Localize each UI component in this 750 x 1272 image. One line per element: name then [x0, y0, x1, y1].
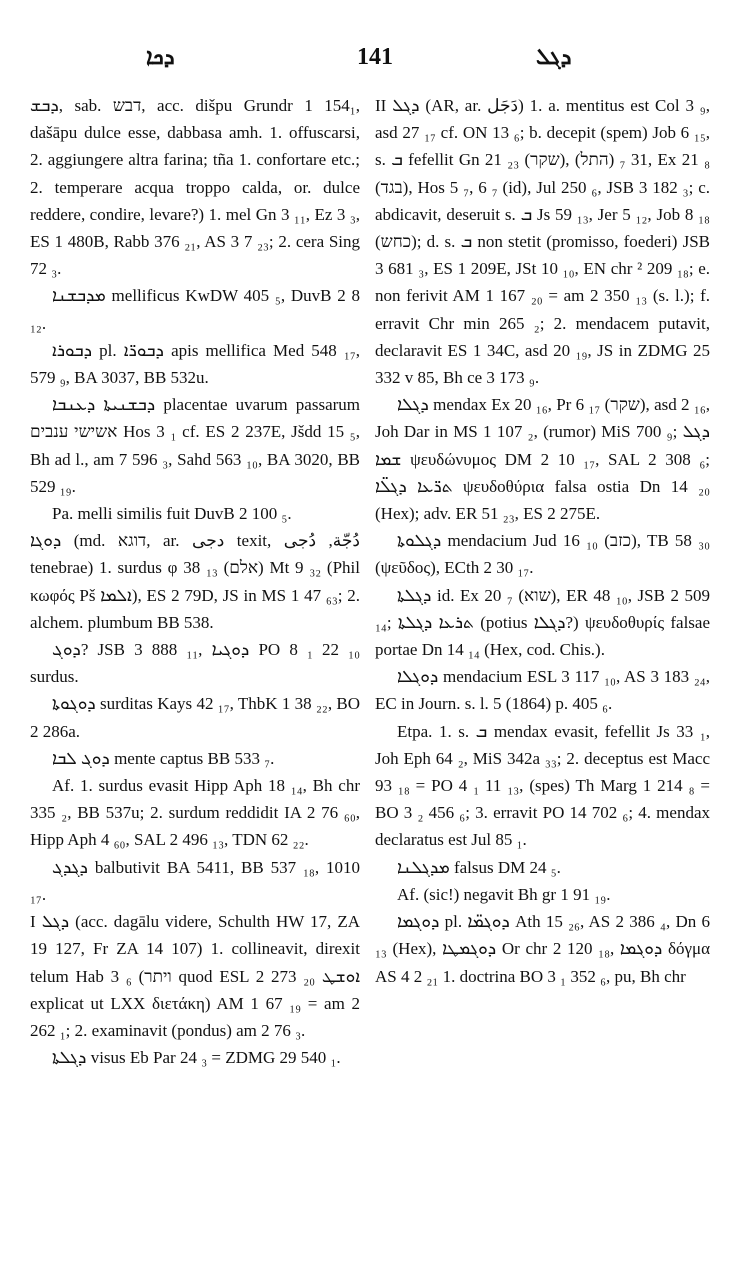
header-right-word: ܕܓܠ	[536, 44, 572, 69]
entry-dgl-2: II ܕܓܠ (AR, ar. دَجَل) 1. a. mentitus est Col 3 ₉, asd 27 ₁₇ cf. ON 13 ₆; b. decepit (spem) Job 6 ₁₅, s. ܒ fefellit Gn 21 ₂₃ (שקר), 31 ₇ (התל), Ex 21 ₈ (בגד), Hos 5 ₇, 6 ₇ (id), Jul 250 ₆, JSB 3 182 ₃; c. abdicavit, deseruit s. ܒ Js 59 ₁₃, Jer 5 ₁₂, Job 8 ₁₈ (כחש); d. s. ܒ non stetit (promisso, foederi) JSB 3 681 ₃, ES 1 209E, JSt 10 ₁₀, EN chr ² 209 ₁₈; e. non ferivit AM 1 167 ₂₀ = am 2 350 ₁₃ (s. l.); f. erravit Chr min 265 ₂; 2. mendacem putavit, declaravit ES 1 34C, asd 20 ₁₉, JS in ZDMG 25 332 v 85, Bh ce 3 173 ₉.	[375, 96, 710, 388]
entry-surdus-var: ܕܘܓ? JSB 3 888 ₁₁, ܕܘܓܝܐ PO 8 ₁ 22 ₁₀ surdus.	[30, 640, 360, 687]
entry-surditas: ܕܘܓܘܬܐ surditas Kays 42 ₁₇, ThbK 1 38 ₂₂, BO 2 286a.	[30, 694, 360, 741]
header-left-word: ܕܟܐ	[146, 44, 175, 69]
running-header	[0, 40, 750, 80]
entry-pa: Pa. melli similis fuit DuvB 2 100 ₅.	[52, 504, 292, 524]
entry-apis: ܕܒܘܪܐ pl. ܕܒܘܪ̈ܐ apis mellifica Med 548 ₁₇, 579 ₉, BA 3037, BB 532u.	[30, 340, 360, 388]
entry-mendacium-2: ܕܘܓܠܐ mendacium ESL 3 117 ₁₀, AS 3 183 ₂₄, EC in Journ. s. l. 5 (1864) p. 405 ₆.	[375, 667, 710, 714]
entry-dbs: ܕܒܫ, sab. דבש, acc. dišpu Grundr 1 154₁, dašāpu dulce esse, dabbasa amh. 1. offuscarsi, 2. aggiungere altra farina; tña 1. confortare etc.; 2. temperare acqua troppo calda, or. dulce reddere, condire, levare?) 1. mel Gn 3 ₁₁, Ez 3 ₃, ES 1 480B, Rabb 376 ₂₁, AS 3 7 ₂₃; 2. cera Sing 72 ₃.	[30, 96, 360, 279]
entry-etpa: Etpa. 1. s. ܒ mendax evasit, fefellit Js 33 ₁, Joh Eph 64 ₂, MiS 342a ₃₃; 2. deceptus est Macc 93 ₁₈ = PO 4 ₁ 11 ₁₃, (spes) Th Marg 1 214 ₈ = BO 3 ₂ 456 ₆; 3. erravit PO 14 702 ₆; 4. mendax declaratus est Jul 85 ₁.	[375, 721, 710, 850]
entry-mente-captus: ܕܘܓ ܠܒܐ mente captus BB 533 ₇.	[52, 748, 275, 768]
entry-af-surdus: Af. 1. surdus evasit Hipp Aph 18 ₁₄, Bh chr 335 ₂, BB 537u; 2. surdum reddidit IA 2 76 ₆₀, Hipp Aph 4 ₆₀, SAL 2 496 ₁₃, TDN 62 ₂₂.	[30, 776, 360, 850]
right-column	[375, 92, 710, 1262]
entry-dgl-1: I ܕܓܠ (acc. dagālu videre, Schulth HW 17, ZA 19 127, Fr ZA 14 107) 1. collineavit, direxit telum Hab 3 ₆ (ויתר quod ESL 2 273 ₂₀ ܐܘܫܛ explicat ut LXX διετάκη) AM 1 67 ₁₉ = am 2 262 ₁; 2. examinavit (pondus) am 2 76 ₃.	[30, 912, 360, 1040]
page-number: 141	[357, 44, 393, 70]
entry-surdus: ܕܘܓܐ (md. דוגא, ar. دجى texit, دُجّة, دُجى tenebrae) 1. surdus φ 38 ₁₃ (אלם) Mt 9 ₃₂ (Phil κωφός Pš ܐܠܡܐ), ES 2 79D, JS in MS 1 47 ₆₃; 2. alchem. plumbum BB 538.	[30, 531, 360, 632]
entry-visus: ܕܓܠܬܐ visus Eb Par 24 ₃ = ZDMG 29 540 ₁.	[52, 1048, 341, 1068]
entry-mellificus: ܡܕܒܫܢܐ mellificus KwDW 405 ₅, DuvB 2 8 ₁₂.	[30, 286, 360, 333]
left-column	[30, 92, 360, 1262]
entry-mendacium: ܕܓܠܘܬܐ mendacium Jud 16 ₁₀ (כזב), TB 58 ₃₀ (ψεῦδος), ECth 2 30 ₁₇.	[375, 531, 710, 578]
entry-dogma: ܕܘܓܡܐ pl. ܕܘܓܡ̈ܐ Ath 15 ₂₆, AS 2 386 ₄, Dn 6 ₁₃ (Hex), ܕܘܓܡܛܐ Or chr 2 120 ₁₈, ܕܘܓܡܐ δόγμα AS 4 2 ₂₁ 1. doctrina BO 3 ₁ 352 ₆, pu, Bh chr	[375, 912, 710, 986]
entry-balbutivit: ܕܓܕܓ balbutivit BA 5411, BB 537 ₁₈, 1010 ₁₇.	[30, 857, 360, 904]
column-divider	[365, 95, 366, 1195]
entry-id: ܕܓܠܬܐ id. Ex 20 ₇ (שוא), ER 48 ₁₀, JSB 2 509 ₁₄; ܬܪܥܐ ܕܓܠܬܐ (potius ܕܓܠܐ?) ψευδοθυρίς falsae portae Dn 14 ₁₄ (Hex, cod. Chis.).	[375, 585, 710, 660]
entry-af-negavit: Af. (sic!) negavit Bh gr 1 91 ₁₉.	[397, 884, 611, 904]
entry-placentae: ܕܒܫܢܝܬܐ ܕܥܢܒܐ placentae uvarum passarum אשישי ענבים Hos 3 ₁ cf. ES 2 237E, Jšdd 15 ₅, Bh ad l., am 7 596 ₃, Sahd 563 ₁₀, BA 3020, BB 529 ₁₉.	[30, 395, 360, 496]
entry-falsus: ܡܕܓܠܢܐ falsus DM 24 ₅.	[397, 857, 561, 877]
entry-mendax: ܕܓܠܐ mendax Ex 20 ₁₆, Pr 6 ₁₇ (שקר), asd 2 ₁₆, Joh Dar in MS 1 107 ₂, (rumor) MiS 700 ₉; ܕܓܠ ܫܡܐ ψευδώνυμος DM 2 10 ₁₇, SAL 2 308 ₆; ܬܪ̈ܥܐ ܕܓܠ̈ܐ ψευδοθύρια falsa ostia Dn 14 ₂₀ (Hex); adv. ER 51 ₂₃, ES 2 275E.	[375, 395, 710, 524]
